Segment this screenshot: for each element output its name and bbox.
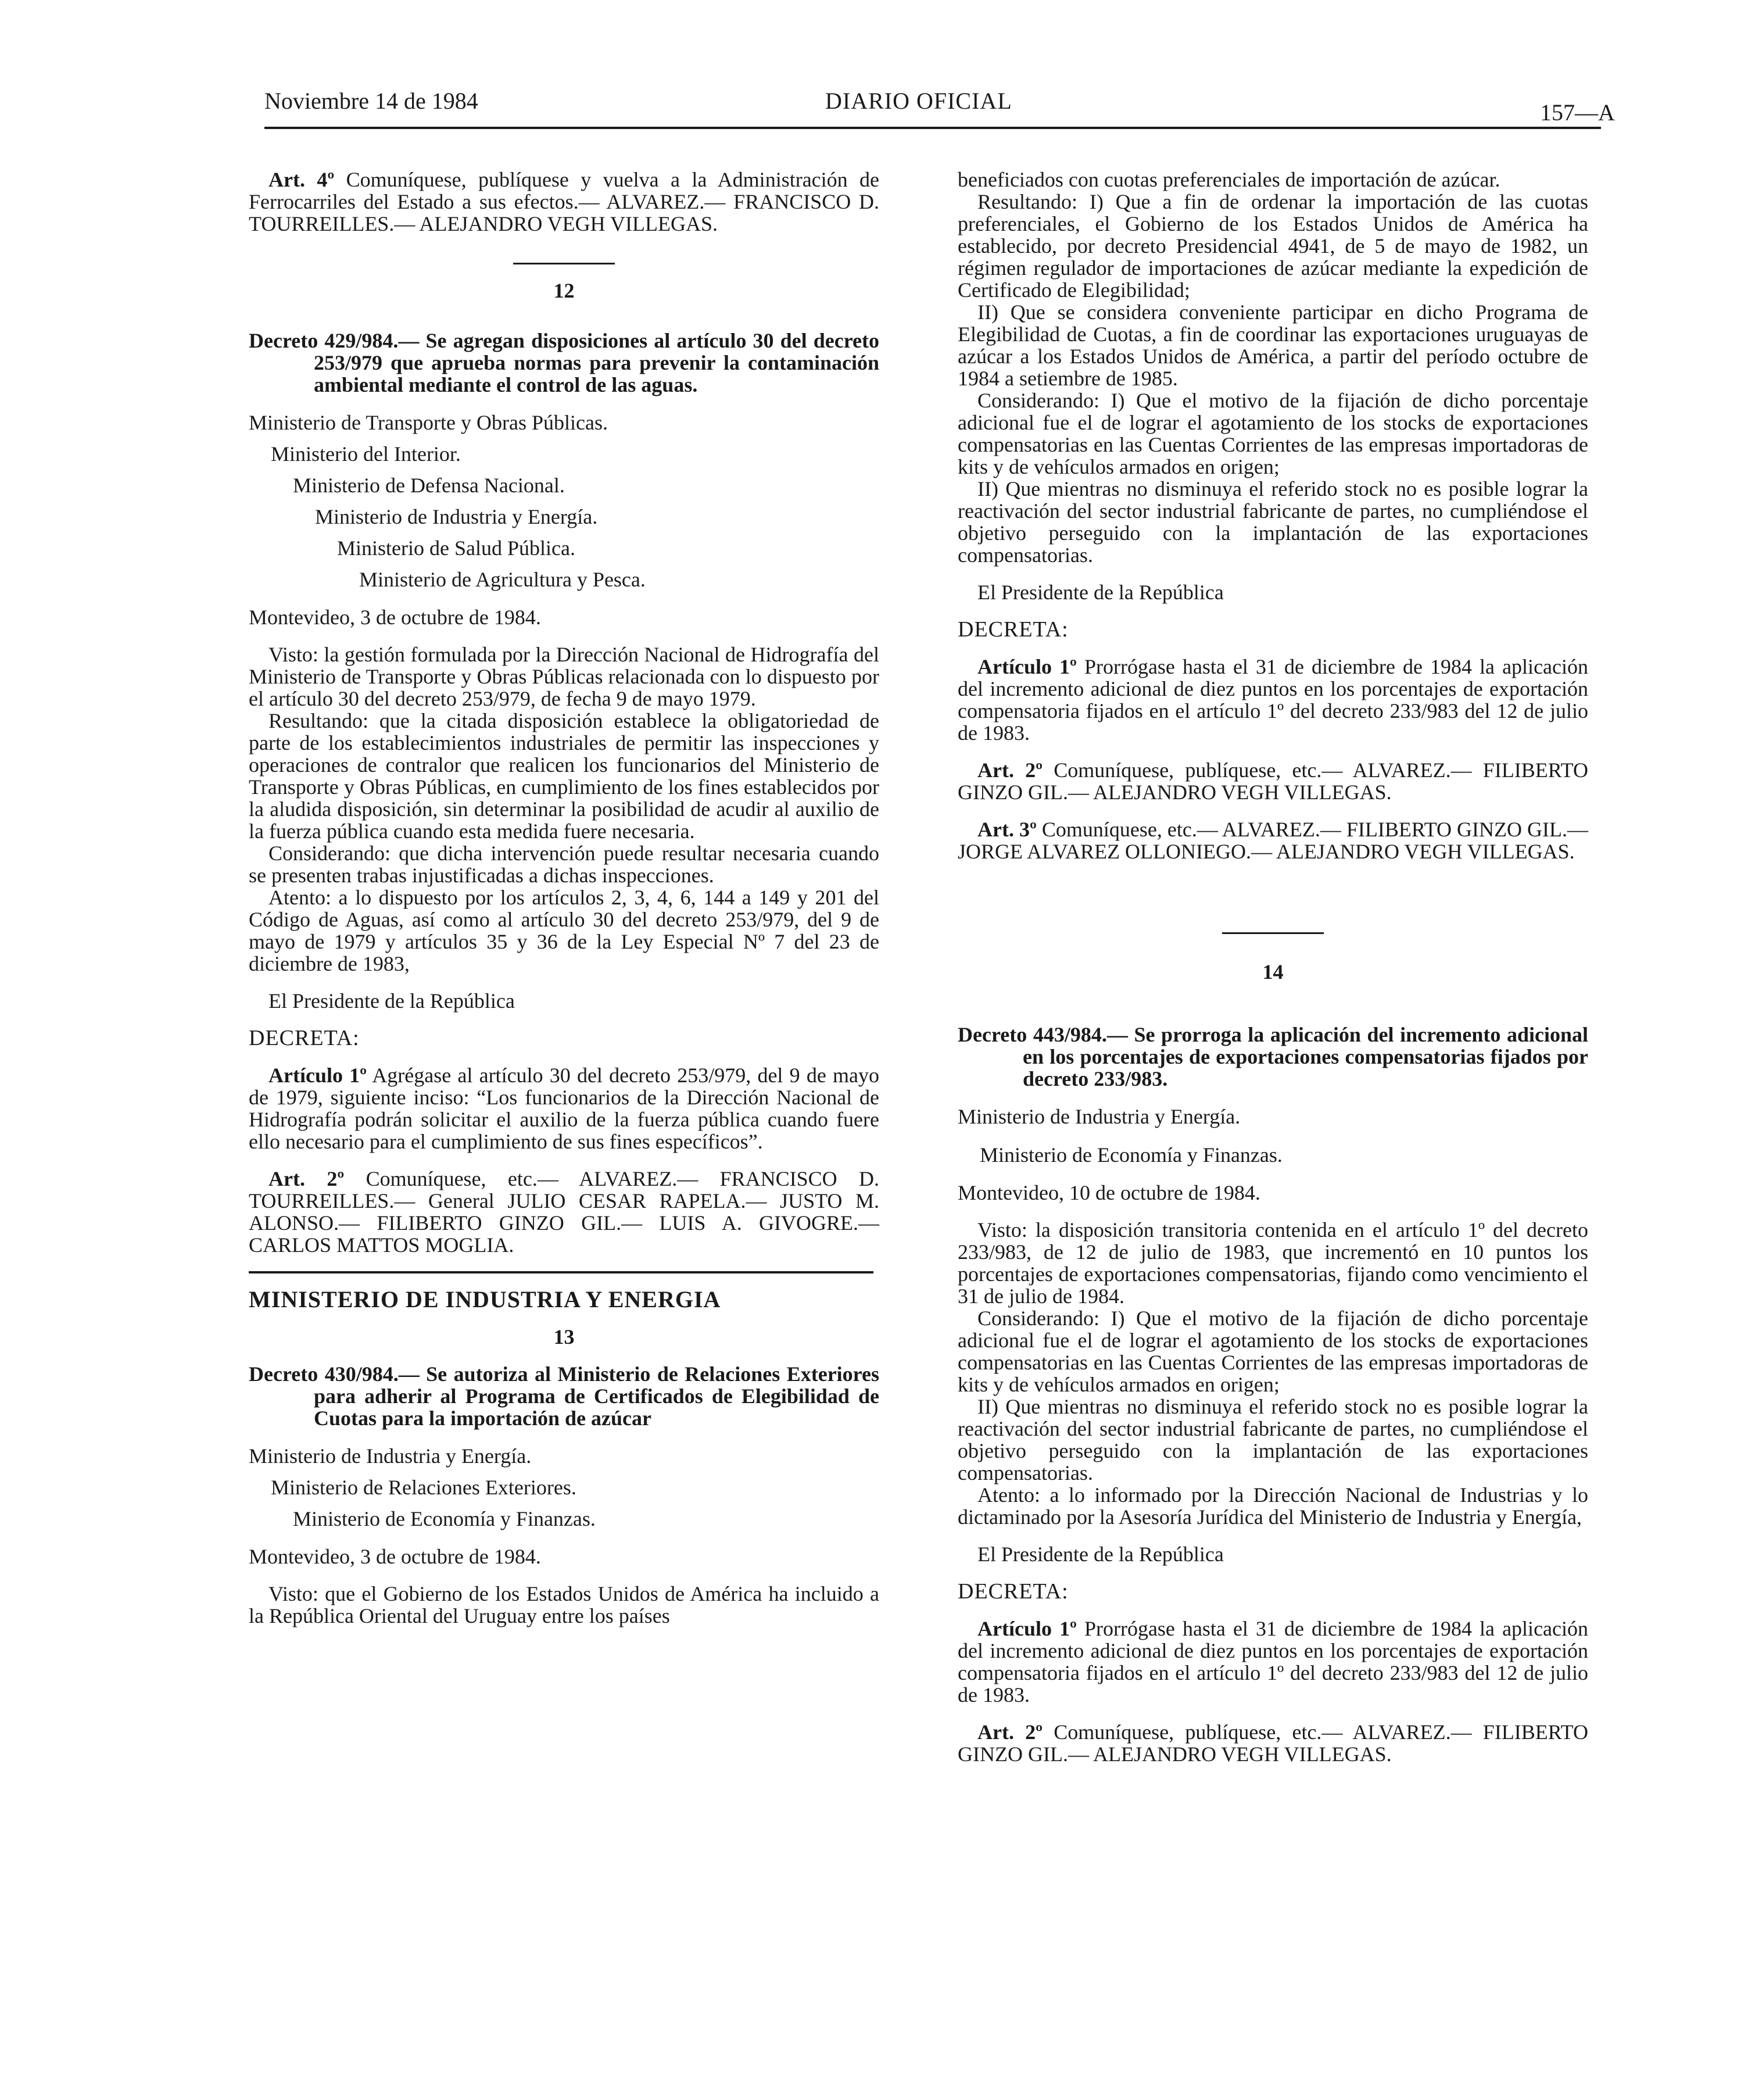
ministry-interior: Ministerio del Interior. bbox=[271, 442, 461, 466]
ministry-economy: Ministerio de Economía y Finanzas. bbox=[293, 1507, 596, 1530]
art2-text-2: Comuníquese, publíquese, etc.— ALVAREZ.— FILIBERTO GINZO GIL.— ALEJANDRO VEGH VILLEGAS. bbox=[958, 1720, 1588, 1766]
decree-429-label: Decreto 429/984.— bbox=[249, 329, 420, 352]
header-date: Noviembre 14 de 1984 bbox=[264, 88, 478, 114]
art2-paragraph-2 bbox=[958, 1721, 1588, 1765]
presidente-line-2: El Presidente de la República bbox=[977, 1543, 1224, 1566]
art1-text: Prorrógase hasta el 31 de diciembre de 1984 la aplicación del incremento adicional de diez puntos en los porcentajes de exportación compensatoria fijados en el artículo 1º del decreto 233/983 del 12 de julio de 1983. bbox=[958, 655, 1589, 745]
decree-429-heading bbox=[249, 330, 879, 396]
decree-443-label: Decreto 443/984.— bbox=[958, 1023, 1128, 1046]
resultando-ii-paragraph: II) Que se considera conveniente participar en dicho Programa de Elegibilidad de Cuotas, a fin de coordinar las exportaciones uruguayas de azúcar a los Estados Unidos de América, a partir del período octubre de 1984 a setiembre de 1985. bbox=[958, 300, 1588, 390]
art1-paragraph bbox=[958, 656, 1588, 744]
considerando-i-paragraph-2: Considerando: I) Que el motivo de la fijación de dicho porcentaje adicional fue el de lograr el agotamiento de los stocks de exportaciones compensatorias en las Cuentas Corrientes de las empresas importadoras de kits y de vehículos armados en origen; bbox=[958, 1307, 1588, 1396]
decreta-heading-2: DECRETA: bbox=[958, 1579, 1069, 1604]
art2-label: Art. 2º bbox=[268, 1167, 345, 1190]
decree-443-heading bbox=[958, 1024, 1588, 1090]
ministry-industry-2: Ministerio de Industria y Energía. bbox=[249, 1444, 532, 1468]
section-number-14: 14 bbox=[1262, 960, 1284, 983]
ministry-defense: Ministerio de Defensa Nacional. bbox=[293, 474, 565, 497]
ministry-agriculture: Ministerio de Agricultura y Pesca. bbox=[359, 568, 646, 591]
atento-paragraph: Atento: a lo dispuesto por los artículos 2, 3, 4, 6, 144 a 149 y 201 del Código de Aguas, así como al artículo 30 del decreto 253/979, del 9 de mayo de 1979 y artículos 35 y 36 de la Ley Especial Nº 7 del 23 de diciembre de 1983, bbox=[249, 886, 879, 975]
decreta-heading: DECRETA: bbox=[249, 1026, 360, 1050]
art4-text: Comuníquese, publíquese y vuelva a la Administración de Ferrocarriles del Estado a sus efectos.— ALVAREZ.— FRANCISCO D. TOURREILLES.— ALEJANDRO VEGH VILLEGAS. bbox=[249, 168, 879, 235]
art2-paragraph bbox=[249, 1168, 879, 1256]
art1-label: Artículo 1º bbox=[977, 655, 1077, 678]
art1-label-2: Artículo 1º bbox=[977, 1617, 1077, 1640]
art1-paragraph bbox=[249, 1064, 879, 1153]
art1-label: Artículo 1º bbox=[268, 1064, 367, 1087]
continuation-paragraph: beneficiados con cuotas preferenciales de importación de azúcar. bbox=[958, 168, 1500, 191]
visto-paragraph: Visto: la disposición transitoria contenida en el artículo 1º del decreto 233/983, de 12 de julio de 1983, que incrementó en 10 puntos los porcentajes de exportaciones compensatorias, fijando como vencimiento el 31 de julio de 1984. bbox=[958, 1218, 1588, 1308]
decreta-heading: DECRETA: bbox=[958, 617, 1069, 642]
art4-paragraph bbox=[249, 169, 879, 235]
resultando-i-paragraph: Resultando: I) Que a fin de ordenar la importación de las cuotas preferenciales, el Gobierno de los Estados Unidos de América ha establecido, por decreto Presidencial 4941, de 5 de mayo de 1982, un régimen regulador de importaciones de azúcar mediante la expedición de Certificado de Elegibilidad; bbox=[958, 190, 1588, 302]
art4-label: Art. 4º bbox=[268, 168, 335, 191]
art1-text-2: Prorrógase hasta el 31 de diciembre de 1984 la aplicación del incremento adicional de diez puntos en los porcentajes de exportación compensatoria fijados en el artículo 1º del decreto 233/983 del 12 de julio de 1983. bbox=[958, 1617, 1589, 1707]
header-rule bbox=[264, 127, 1601, 129]
decree-430-label: Decreto 430/984.— bbox=[249, 1362, 420, 1386]
section-number-12: 12 bbox=[553, 279, 575, 302]
considerando-ii-paragraph-2: II) Que mientras no disminuya el referido stock no es posible lograr la reactivación del sector industrial fabricante de partes, no cumpliéndose el objetivo perseguido con la implantación de las exportaciones compensatorias. bbox=[958, 1395, 1588, 1484]
decree-429-title: Se agregan disposiciones al artículo 30 del decreto 253/979 que aprueba normas para prevenir la contaminación ambiental mediante el control de las aguas. bbox=[314, 329, 879, 396]
page-number: 157—A bbox=[1540, 99, 1615, 126]
art1-paragraph-2 bbox=[958, 1618, 1588, 1706]
header-title: DIARIO OFICIAL bbox=[825, 88, 1012, 114]
art2-label: Art. 2º bbox=[977, 759, 1043, 782]
art2-label-2: Art. 2º bbox=[977, 1720, 1043, 1744]
left-column bbox=[249, 169, 879, 1627]
decree-430-heading bbox=[249, 1363, 879, 1429]
presidente-line: El Presidente de la República bbox=[977, 581, 1224, 604]
visto-paragraph: Visto: la gestión formulada por la Dirección Nacional de Hidrografía del Ministerio de Transporte y Obras Públicas relacionada con lo dispuesto por el artículo 30 del decreto 253/979, de fecha 9 de mayo 1979. bbox=[249, 643, 879, 710]
ministry-industry: Ministerio de Industria y Energía. bbox=[315, 505, 598, 528]
art3-label: Art. 3º bbox=[977, 818, 1037, 841]
considerando-i-paragraph: Considerando: I) Que el motivo de la fijación de dicho porcentaje adicional fue el de lograr el agotamiento de los stocks de exportaciones compensatorias en las Cuentas Corrientes de las empresas importadoras de kits y de vehículos armados en origen; bbox=[958, 389, 1588, 478]
ministry-transport: Ministerio de Transporte y Obras Públicas. bbox=[249, 411, 608, 434]
right-column bbox=[958, 169, 1588, 1765]
presidente-line: El Presidente de la República bbox=[268, 989, 515, 1013]
decree-443-title: Se prorroga la aplicación del incremento adicional en los porcentajes de exportaciones compensatorias fijados por decreto 233/983. bbox=[1023, 1023, 1588, 1090]
decree-430-title: Se autoriza al Ministerio de Relaciones Exteriores para adherir al Programa de Certificados de Elegibilidad de Cuotas para la importación de azúcar bbox=[314, 1362, 879, 1430]
ministry-industry: Ministerio de Industria y Energía. bbox=[958, 1105, 1241, 1128]
date-line: Montevideo, 10 de octubre de 1984. bbox=[958, 1181, 1260, 1204]
considerando-ii-paragraph: II) Que mientras no disminuya el referido stock no es posible lograr la reactivación del sector industrial fabricante de partes, no cumpliéndose el objetivo perseguido con la implantación de las exportaciones compensatorias. bbox=[958, 477, 1588, 567]
art1-text: Agrégase al artículo 30 del decreto 253/979, del 9 de mayo de 1979, siguiente inciso: “Los funcionarios de la Dirección Nacional de Hidrografía podrán solicitar el auxilio de la fuerza pública cuando fuere ello necesario para el cumplimiento de sus fines específicos”. bbox=[249, 1064, 879, 1153]
art2-text: Comuníquese, publíquese, etc.— ALVAREZ.— FILIBERTO GINZO GIL.— ALEJANDRO VEGH VILLEGAS. bbox=[958, 759, 1588, 804]
ministry-economy: Ministerio de Economía y Finanzas. bbox=[980, 1143, 1283, 1167]
art2-paragraph bbox=[958, 759, 1588, 803]
atento-paragraph: Atento: a lo informado por la Dirección Nacional de Industrias y lo dictaminado por la Asesoría Jurídica del Ministerio de Industria y Energía, bbox=[958, 1483, 1588, 1529]
resultando-paragraph: Resultando: que la citada disposición establece la obligatoriedad de parte de los establecimientos industriales de permitir las inspecciones y operaciones de contralor que realicen los funcionarios del Ministerio de Transporte y Obras Públicas, en cumplimiento de los fines establecidos por la aludida disposición, sin determinar la posibilidad de acudir al auxilio de la fuerza pública cuando esta medida fuere necesaria. bbox=[249, 709, 879, 843]
date-line: Montevideo, 3 de octubre de 1984. bbox=[249, 606, 541, 629]
considerando-paragraph: Considerando: que dicha intervención puede resultar necesaria cuando se presenten trabas injustificadas a dichas inspecciones. bbox=[249, 842, 879, 887]
ministry-health: Ministerio de Salud Pública. bbox=[337, 536, 575, 560]
section-number-13: 13 bbox=[553, 1325, 575, 1348]
art3-paragraph bbox=[958, 818, 1588, 863]
art3-text: Comuníquese, etc.— ALVAREZ.— FILIBERTO GINZO GIL.— JORGE ALVAREZ OLLONIEGO.— ALEJANDRO VEGH VILLEGAS. bbox=[958, 818, 1588, 863]
date-line-2: Montevideo, 3 de octubre de 1984. bbox=[249, 1545, 541, 1568]
section-title: MINISTERIO DE INDUSTRIA Y ENERGIA bbox=[249, 1286, 721, 1312]
visto-paragraph-2: Visto: que el Gobierno de los Estados Unidos de América ha incluido a la República Oriental del Uruguay entre los países bbox=[249, 1582, 879, 1627]
art2-text: Comuníquese, etc.— ALVAREZ.— FRANCISCO D. TOURREILLES.— General JULIO CESAR RAPELA.— JUSTO M. ALONSO.— FILIBERTO GINZO GIL.— LUIS A. GIVOGRE.— CARLOS MATTOS MOGLIA. bbox=[249, 1167, 880, 1257]
ministry-foreign: Ministerio de Relaciones Exteriores. bbox=[271, 1476, 576, 1499]
